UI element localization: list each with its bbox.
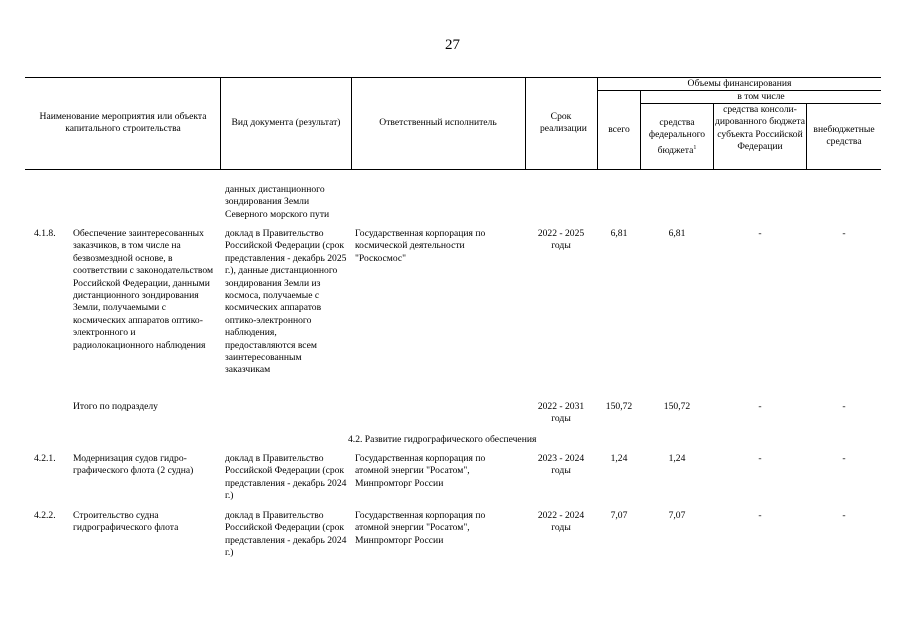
row-doc: доклад в Правительство Российской Федерации (срок представления - декабрь 2024 г.) <box>225 510 347 559</box>
header-federal-footnote: 1 <box>693 144 697 151</box>
row-regional: - <box>758 453 762 464</box>
row-name: Обеспечение заинтересованных заказчиков, в том числе на безвозмездной основе, в соответствии с законодательством Российской Федерации, данными дистанционного зондирования Земли, получаемыми с космических аппаратов оптико-электронного и радиолокационного наблюдения <box>73 228 214 351</box>
row-doc: доклад в Правительство Российской Федерации (срок представления - декабрь 2025 г.), данные дистанционного зондирования Земли из космоса, получаемые с космических аппаратов оптико-электронного наблюдения, предоставляются всем заинтересованным заказчикам <box>225 228 347 376</box>
row-name: Модернизация судов гидро-графического флота (2 судна) <box>73 453 194 477</box>
section-title: 4.2. Развитие гидрографического обеспечения <box>348 434 537 445</box>
row-doc: доклад в Правительство Российской Федерации (срок представления - декабрь 2024 г.) <box>225 453 347 502</box>
header-extra: внебюджетные средства <box>813 124 875 148</box>
row-term: 2022 - 2025 годы <box>537 228 585 252</box>
header-regional: средства консоли-дированного бюджета субъекта Российской Федерации <box>715 104 805 153</box>
subtotal-term: 2022 - 2031 годы <box>537 401 585 425</box>
header-federal-text: средства федерального бюджета <box>648 117 706 156</box>
subtotal-extra: - <box>842 401 846 412</box>
header-total: всего <box>608 124 630 135</box>
row-extra: - <box>842 453 846 464</box>
header-federal <box>644 117 710 157</box>
row-number: 4.2.2. <box>34 510 56 521</box>
row-regional: - <box>758 510 762 521</box>
page-number: 27 <box>445 37 460 53</box>
row-extra: - <box>842 510 846 521</box>
row-term: 2022 - 2024 годы <box>537 510 585 534</box>
row-name: Строительство судна гидрографического флота <box>73 510 179 534</box>
row-executor: Государственная корпорация по атомной энергии "Росатом", Минпромторг России <box>355 510 486 546</box>
header-term: Срок реализации <box>540 111 587 135</box>
row-total: 1,24 <box>610 453 628 464</box>
row-federal: 7,07 <box>668 510 686 521</box>
row-executor: Государственная корпорация по космической деятельности "Роскосмос" <box>355 228 486 264</box>
continuation-doc: данных дистанционного зондирования Земли Северного морского пути <box>225 184 330 220</box>
header-including: в том числе <box>737 91 785 102</box>
row-federal: 1,24 <box>668 453 686 464</box>
row-federal: 6,81 <box>668 228 686 239</box>
row-term: 2023 - 2024 годы <box>537 453 585 477</box>
row-total: 7,07 <box>610 510 628 521</box>
row-executor: Государственная корпорация по атомной энергии "Росатом", Минпромторг России <box>355 453 486 489</box>
header-doc-type: Вид документа (результат) <box>231 117 341 128</box>
header-funding: Объемы финансирования <box>687 78 792 89</box>
row-total: 6,81 <box>610 228 628 239</box>
row-number: 4.1.8. <box>34 228 56 239</box>
subtotal-name: Итого по подразделу <box>73 401 158 412</box>
row-number: 4.2.1. <box>34 453 56 464</box>
row-extra: - <box>842 228 846 239</box>
header-executor: Ответственный исполнитель <box>379 117 497 128</box>
subtotal-total: 150,72 <box>605 401 633 412</box>
subtotal-federal: 150,72 <box>663 401 691 412</box>
row-regional: - <box>758 228 762 239</box>
subtotal-regional: - <box>758 401 762 412</box>
header-name: Наименование мероприятия или объекта капитального строительства <box>39 111 207 135</box>
